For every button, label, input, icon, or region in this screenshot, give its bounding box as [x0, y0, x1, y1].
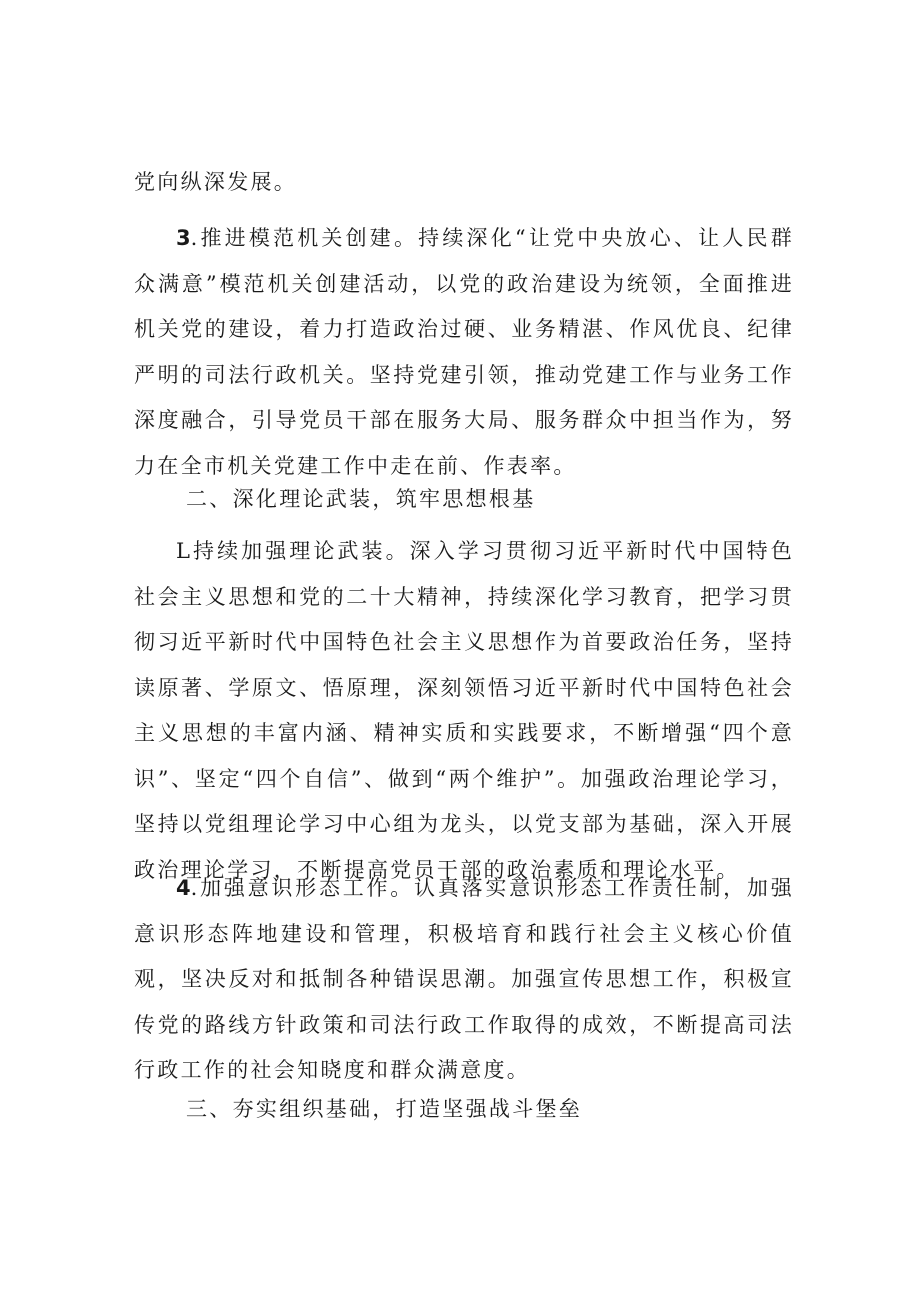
section-heading-3: 三、夯实组织基础，打造坚强战斗堡垒 [186, 1097, 583, 1121]
paragraph-continuation: 党向纵深发展。 [134, 170, 298, 194]
paragraph-theory-study: L持续加强理论武装。深入学习贯彻习近平新时代中国特色社会主义思想和党的二十大精神，持续深化学习教育，把学习贯彻习近平新时代中国特色社会主义思想作为首要政治任务，坚持读原著、学原文、悟原理，深刻领悟习近平新时代中国特色社会主义思想的丰富内涵、精神实质和实践要求，不断增强“四个意识”、坚定“四个自信”、做到“两个维护”。加强政治理论学习，坚持以党组理论学习中心组为龙头，以党支部为基础，深入开展政治理论学习，不断提高党员干部的政治素质和理论水平。 [134, 539, 794, 882]
section-heading-2: 二、深化理论武装，筑牢思想根基 [186, 487, 536, 511]
paragraph-text: .推进模范机关创建。持续深化“让党中央放心、让人民群众满意”模范机关创建活动，以党的政治建设为统领，全面推进机关党的建设，着力打造政治过硬、业务精湛、作风优良、纪律严明的司法行政机关。坚持党建引领，推动党建工作与业务工作深度融合，引导党员干部在服务大局、服务群众中担当作为，努力在全市机关党建工作中走在前、作表率。 [134, 226, 794, 478]
item-number: 3 [176, 226, 191, 250]
item-number: 4 [176, 876, 191, 900]
paragraph-model-organ [134, 216, 794, 489]
paragraph-text: .加强意识形态工作。认真落实意识形态工作责任制，加强意识形态阵地建设和管理，积极培育和践行社会主义核心价值观，坚决反对和抵制各种错误思潮。加强宣传思想工作，积极宣传党的路线方针政策和司法行政工作取得的成效，不断提高司法行政工作的社会知晓度和群众满意度。 [134, 876, 794, 1082]
paragraph-ideology-work [134, 866, 794, 1094]
